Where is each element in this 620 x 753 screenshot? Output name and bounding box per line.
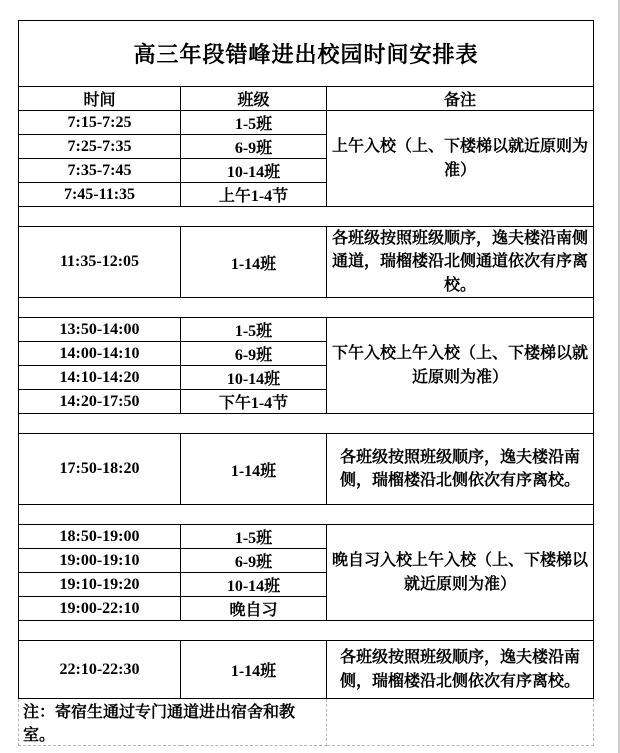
time-cell: 7:15-7:25: [19, 111, 181, 135]
time-cell: 18:50-19:00: [19, 525, 181, 549]
footnote-row: [19, 699, 594, 746]
time-cell: 7:45-11:35: [19, 183, 181, 207]
class-cell: 1-14班: [181, 641, 327, 699]
class-cell: 1-14班: [181, 227, 327, 298]
col-header-class: 班级: [181, 87, 327, 111]
class-cell: 1-5班: [181, 318, 327, 342]
time-cell: 17:50-18:20: [19, 434, 181, 505]
class-cell: 6-9班: [181, 135, 327, 159]
time-cell: 7:25-7:35: [19, 135, 181, 159]
table-row: [19, 641, 594, 699]
spacer-row: [19, 505, 594, 525]
col-header-time: 时间: [19, 87, 181, 111]
remark-cell: 晚自习入校上午入校（上、下楼梯以就近原则为准）: [327, 525, 594, 621]
class-cell: 10-14班: [181, 573, 327, 597]
schedule-table: [18, 20, 594, 746]
spacer-row: [19, 621, 594, 641]
spacer-row: [19, 298, 594, 318]
class-cell: 1-14班: [181, 434, 327, 505]
remark-cell: 各班级按照班级顺序，逸夫楼沿南侧通道，瑞榴楼沿北侧通道依次有序离校。: [327, 227, 594, 298]
time-cell: 14:10-14:20: [19, 366, 181, 390]
class-cell: 上午1-4节: [181, 183, 327, 207]
class-cell: 1-5班: [181, 111, 327, 135]
spacer-row: [19, 207, 594, 227]
footnote-text: 注：寄宿生通过专门通道进出宿舍和教室。: [19, 699, 327, 746]
title-row: [19, 21, 594, 87]
table-row: [19, 227, 594, 298]
page-title: 高三年段错峰进出校园时间安排表: [19, 21, 594, 87]
time-cell: 19:00-19:10: [19, 549, 181, 573]
time-cell: 13:50-14:00: [19, 318, 181, 342]
table-row: [19, 525, 594, 549]
time-cell: 19:10-19:20: [19, 573, 181, 597]
class-cell: 1-5班: [181, 525, 327, 549]
class-cell: 6-9班: [181, 549, 327, 573]
spacer-row: [19, 414, 594, 434]
remark-cell: 下午入校上午入校（上、下楼梯以就近原则为准）: [327, 318, 594, 414]
time-cell: 22:10-22:30: [19, 641, 181, 699]
table-row: [19, 434, 594, 505]
time-cell: 14:00-14:10: [19, 342, 181, 366]
class-cell: 下午1-4节: [181, 390, 327, 414]
time-cell: 19:00-22:10: [19, 597, 181, 621]
remark-cell: 各班级按照班级顺序，逸夫楼沿南侧，瑞榴楼沿北侧依次有序离校。: [327, 641, 594, 699]
time-cell: 14:20-17:50: [19, 390, 181, 414]
class-cell: 10-14班: [181, 366, 327, 390]
class-cell: 10-14班: [181, 159, 327, 183]
time-cell: 7:35-7:45: [19, 159, 181, 183]
col-header-remark: 备注: [327, 87, 594, 111]
header-row: [19, 87, 594, 111]
remark-cell: 各班级按照班级顺序，逸夫楼沿南侧，瑞榴楼沿北侧依次有序离校。: [327, 434, 594, 505]
class-cell: 6-9班: [181, 342, 327, 366]
remark-cell: 上午入校（上、下楼梯以就近原则为准）: [327, 111, 594, 207]
footnote-empty-cell: [327, 699, 594, 746]
table-row: [19, 318, 594, 342]
time-cell: 11:35-12:05: [19, 227, 181, 298]
class-cell: 晚自习: [181, 597, 327, 621]
table-row: [19, 111, 594, 135]
